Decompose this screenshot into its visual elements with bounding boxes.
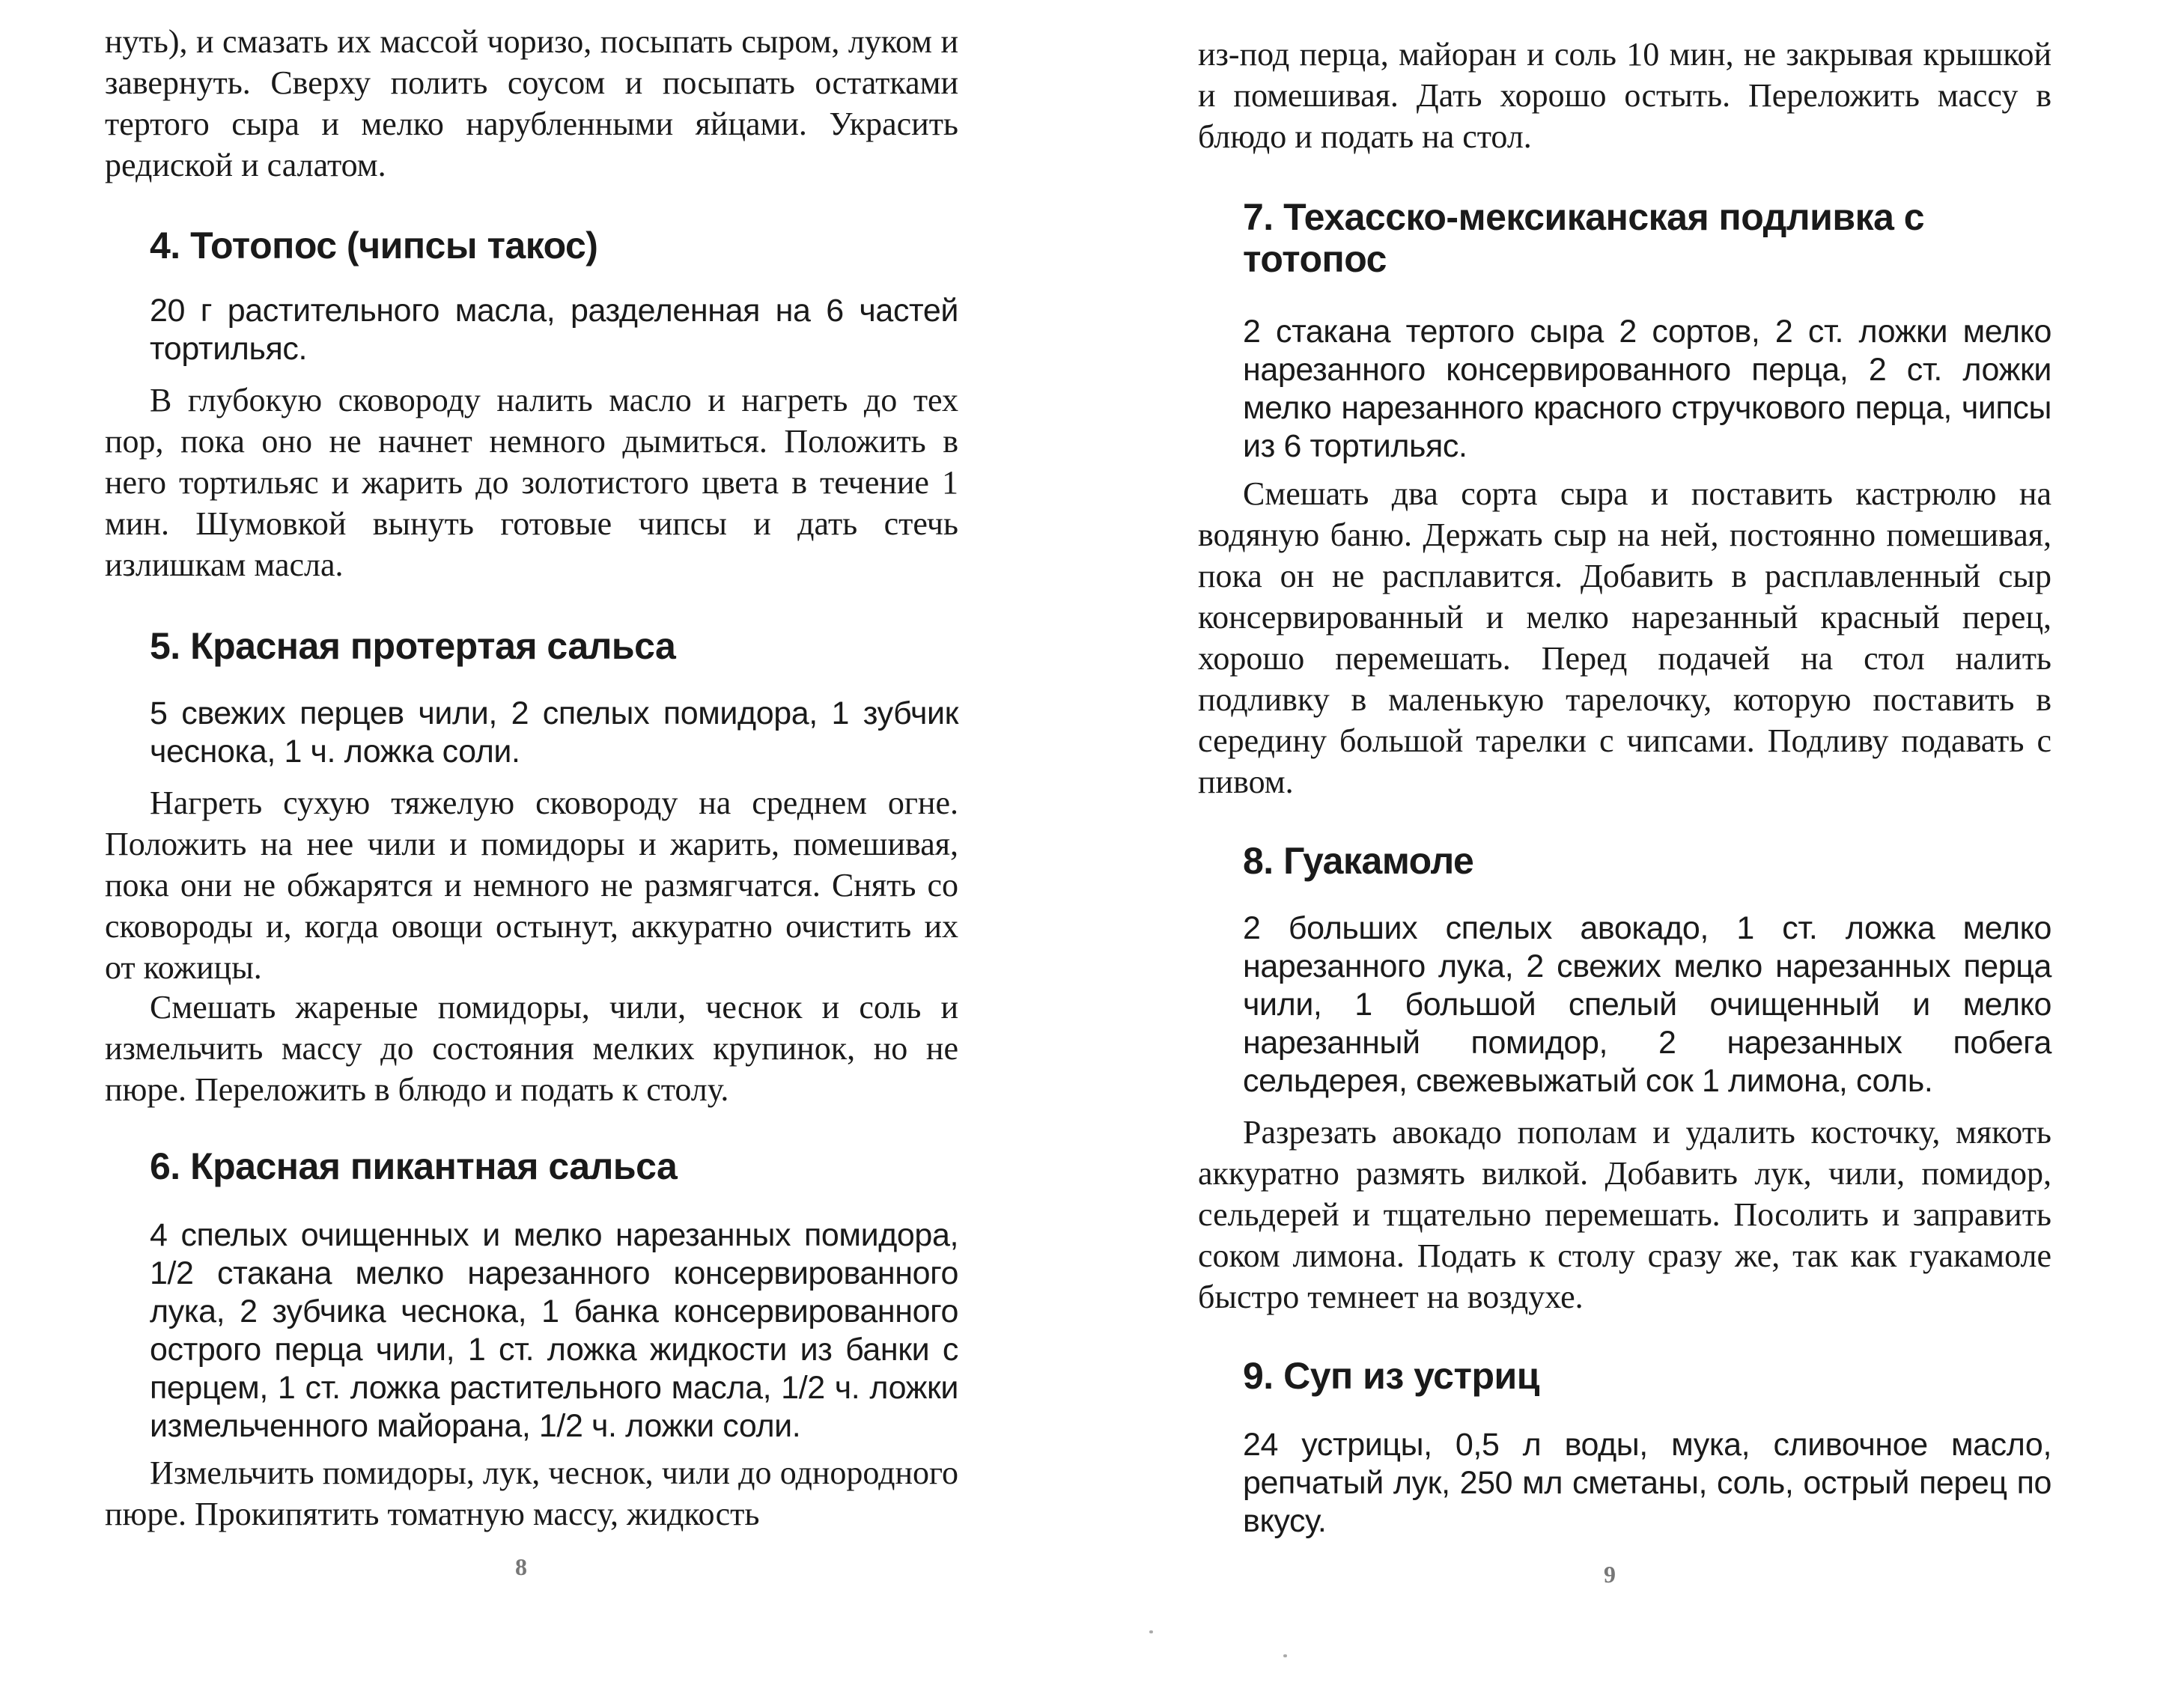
recipe-4-title: 4. Тотопос (чипсы такос) [150,225,598,266]
scan-speck [1283,1654,1287,1657]
recipe-7-title: 7. Техасско-мексиканская подливка с тотопос [1243,196,1925,280]
recipe-8-title: 8. Гуакамоле [1243,840,1474,882]
recipe-9-ingredients: 24 устрицы, 0,5 л воды, мука, сливочное масло, репчатый лук, 250 мл сметаны, соль, острый перец по вкусу. [1243,1427,2051,1539]
scan-speck [1149,1630,1153,1633]
page-number-left: 8 [515,1553,527,1580]
right-continuation-text: из-под перца, майоран и соль 10 мин, не закрывая крышкой и помешивая. Дать хорошо остыть. Переложить массу в блюдо и подать на стол. [1198,36,2051,155]
recipe-9-title: 9. Суп из устриц [1243,1355,1539,1397]
recipe-8-ingredients: 2 больших спелых авокадо, 1 ст. ложка мелко нарезанного лука, 2 свежих мелко нарезанных перца чили, 1 большой спелый очищенный и мелко нарезанный помидор, 2 нарезанных побега сельдерея, свежевыжатый сок 1 лимона, соль. [1243,910,2051,1099]
left-continuation-text: нуть), и смазать их массой чоризо, посыпать сыром, луком и завернуть. Сверху полить соусом и посыпать остатками тертого сыра и мелко нарубленными яйцами. Украсить редиской и салатом. [105,23,958,183]
left-page [105,0,958,1706]
recipe-4-ingredients: 20 г растительного масла, разделенная на 6 частей тортильяс. [150,293,958,367]
recipe-4-paragraph: В глубокую сковороду налить масло и нагреть до тех пор, пока оно не начнет немного дымиться. Положить в него тортильяс и жарить до золотистого цвета в течение 1 мин. Шумовкой вынуть готовые чипсы и дать стечь излишкам масла. [105,382,958,583]
recipe-6-title: 6. Красная пикантная сальса [150,1145,678,1187]
recipe-8-paragraph: Разрезать авокадо пополам и удалить косточку, мякоть аккуратно размять вилкой. Добавить лук, чили, помидор, сельдерей и тщательно перемешать. Посолить и заправить соком лимона. Подать к столу сразу же, так как гуакамоле быстро темнеет на воздухе. [1198,1114,2051,1315]
recipe-5-ingredients: 5 свежих перцев чили, 2 спелых помидора, 1 зубчик чеснока, 1 ч. ложка соли. [150,695,958,770]
page-number-right: 9 [1604,1561,1616,1588]
recipe-5-title: 5. Красная протертая сальса [150,625,676,667]
recipe-7-paragraph: Смешать два сорта сыра и поставить кастрюлю на водяную баню. Держать сыр на ней, постоянно помешивая, пока он не расплавится. Добавить в расплавленный сыр консервированный и мелко нарезанный красный перец, хорошо перемешать. Перед подачей на стол налить подливку в маленькую тарелочку, которую поставить в середину большой тарелки с чипсами. Подливу подавать с пивом. [1198,475,2051,800]
recipe-5-paragraph-1: Нагреть сухую тяжелую сковороду на среднем огне. Положить на нее чили и помидоры и жарить, помешивая, пока они не обжарятся и немного не размягчатся. Снять со сковороды и, когда овощи остынут, аккуратно очистить их от кожицы. [105,785,958,986]
right-page [1198,0,2051,1706]
recipe-6-ingredients: 4 спелых очищенных и мелко нарезанных помидора, 1/2 стакана мелко нарезанного консервированного лука, 2 зубчика чеснока, 1 банка консервированного острого перца чили, 1 ст. ложка жидкости из банки с перцем, 1 ст. ложка растительного масла, 1/2 ч. ложки измельченного майорана, 1/2 ч. ложки соли. [150,1217,958,1444]
recipe-5-paragraph-2: Смешать жареные помидоры, чили, чеснок и соль и измельчить массу до состояния мелких крупинок, но не пюре. Переложить в блюдо и подать к столу. [105,989,958,1108]
recipe-7-ingredients: 2 стакана тертого сыра 2 сортов, 2 ст. ложки мелко нарезанного консервированного перца, 2 ст. ложки мелко нарезанного красного стручкового перца, чипсы из 6 тортильяс. [1243,314,2051,464]
recipe-6-paragraph: Измельчить помидоры, лук, чеснок, чили до однородного пюре. Прокипятить томатную массу, жидкость [105,1454,958,1532]
